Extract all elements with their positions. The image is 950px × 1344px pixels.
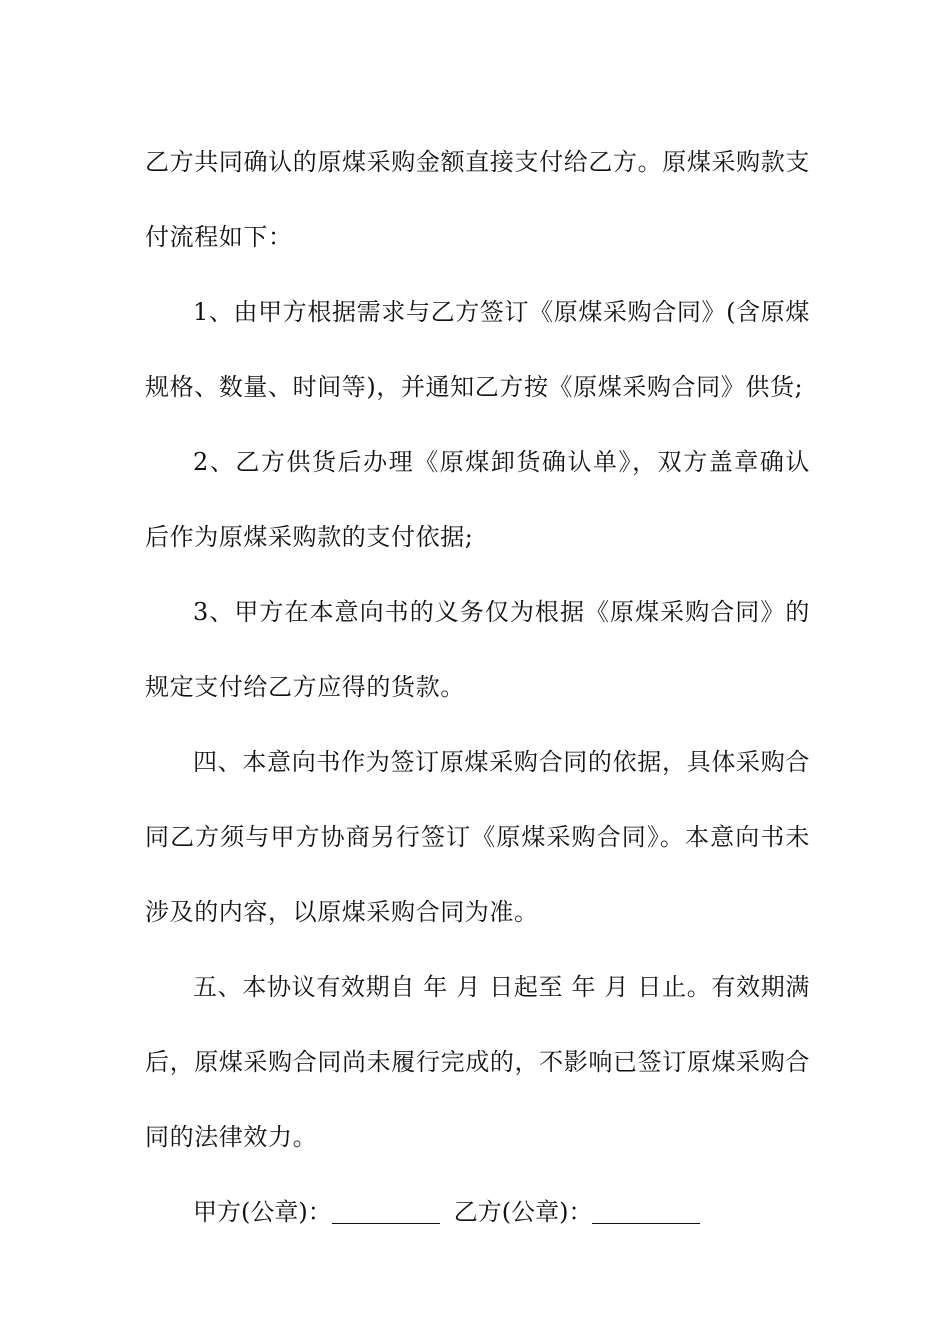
paragraph-section-4: 四、本意向书作为签订原煤采购合同的依据，具体采购合同乙方须与甲方协商另行签订《原煤采购合同》。本意向书未涉及的内容，以原煤采购合同为准。 [145,748,810,926]
document-body [145,125,810,1250]
party-b-seal-blank [592,1203,700,1224]
paragraph-section-5: 五、本协议有效期自 年 月 日起至 年 月 日止。有效期满后，原煤采购合同尚未履行完成的，不影响已签订原煤采购合同的法律效力。 [145,973,810,1151]
party-a-seal-label: 甲方(公章)： [193,1198,332,1226]
signature-line [145,1175,810,1250]
paragraph-clause-1: 1、由甲方根据需求与乙方签订《原煤采购合同》(含原煤规格、数量、时间等)，并通知乙方按《原煤采购合同》供货; [145,298,810,401]
party-a-seal-blank [332,1203,440,1224]
paragraph-clause-2: 2、乙方供货后办理《原煤卸货确认单》，双方盖章确认后作为原煤采购款的支付依据; [145,448,810,551]
party-b-seal-label: 乙方(公章)： [453,1198,593,1226]
paragraph-clause-3: 3、甲方在本意向书的义务仅为根据《原煤采购合同》的规定支付给乙方应得的货款。 [145,598,810,701]
paragraph-payment-process: 乙方共同确认的原煤采购金额直接支付给乙方。原煤采购款支付流程如下： [145,148,810,251]
